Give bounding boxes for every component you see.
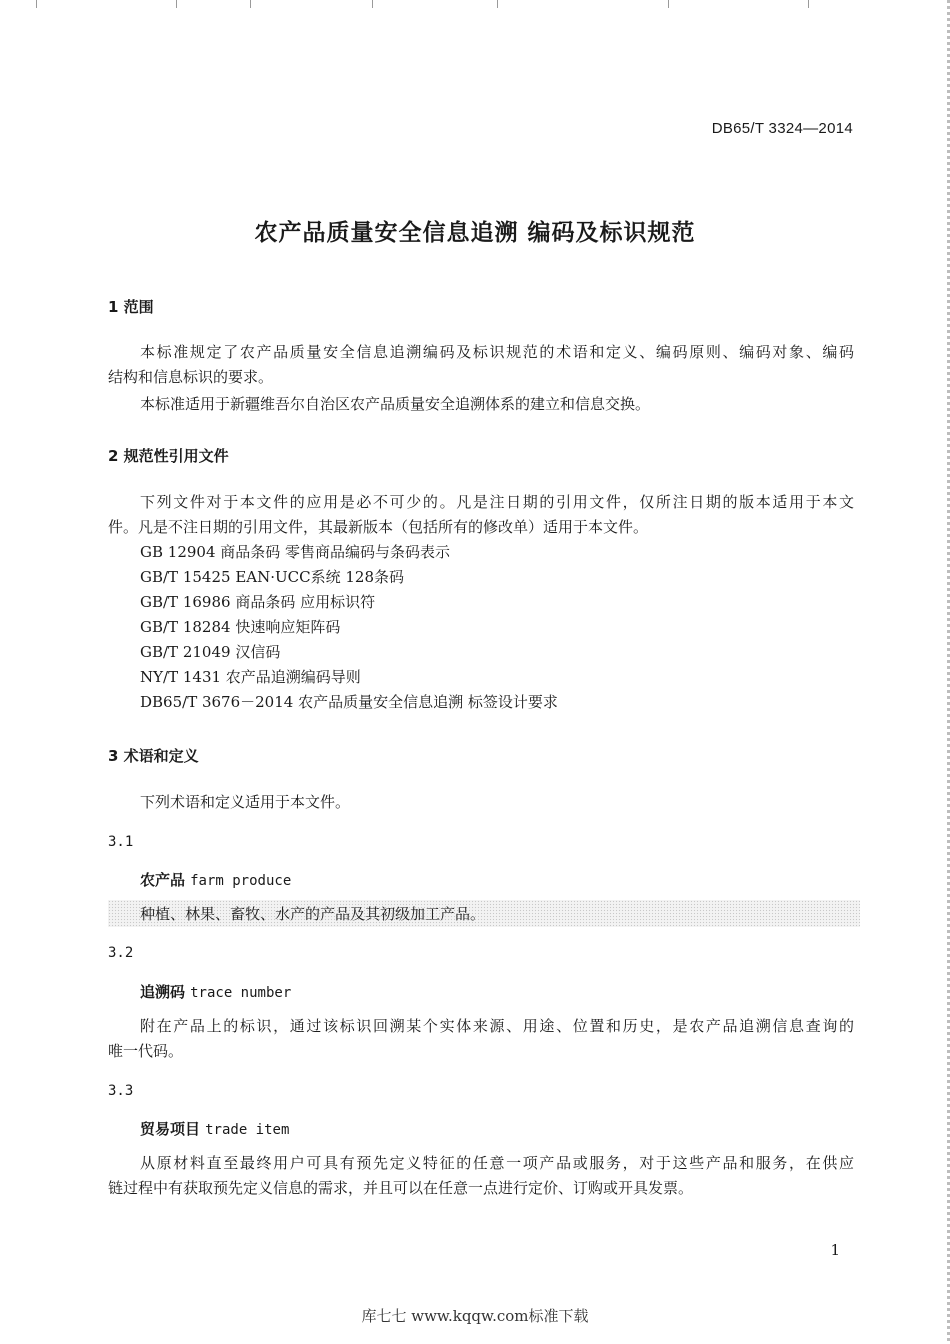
scan-mark [36,0,37,8]
term-zh: 农产品 [140,871,186,889]
reference-item: GB/T 21049 汉信码 [140,643,281,661]
term-number: 3.1 [108,834,134,850]
scan-mark [176,0,177,8]
term-en: trade item [205,1122,290,1138]
paragraph: 本标准规定了农产品质量安全信息追溯编码及标识规范的术语和定义、编码原则、编码对象、编码 [140,343,854,361]
paragraph: 件。凡是不注日期的引用文件，其最新版本（包括所有的修改单）适用于本文件。 [108,518,649,536]
page-title: 农产品质量安全信息追溯 编码及标识规范 [254,220,696,246]
section-heading: 3 术语和定义 [108,747,199,765]
term-en: trace number [190,985,292,1001]
site-footer: 库七七 www.kqqw.com标准下载 [361,1307,589,1325]
term-title [140,869,291,890]
paragraph: 本标准适用于新疆维吾尔自治区农产品质量安全追溯体系的建立和信息交换。 [140,395,651,413]
term-definition: 附在产品上的标识，通过该标识回溯某个实体来源、用途、位置和历史，是农产品追溯信息查询的 [140,1017,854,1035]
scan-mark [668,0,669,8]
scan-mark [250,0,251,8]
page-number: 1 [830,1241,840,1259]
term-definition: 种植、林果、畜牧、水产的产品及其初级加工产品。 [140,905,486,923]
term-number: 3.2 [108,945,134,961]
term-definition: 从原材料直至最终用户可具有预先定义特征的任意一项产品或服务，对于这些产品和服务，在供应 [140,1154,854,1172]
reference-item: GB/T 15425 EAN·UCC系统 128条码 [140,568,404,586]
paragraph: 下列文件对于本文件的应用是必不可少的。凡是注日期的引用文件，仅所注日期的版本适用于本文 [140,493,854,511]
doc-code: DB65/T 3324—2014 [711,120,853,137]
reference-item: GB 12904 商品条码 零售商品编码与条码表示 [140,543,451,561]
paragraph: 结构和信息标识的要求。 [108,368,274,386]
reference-item: NY/T 1431 农产品追溯编码导则 [140,668,361,686]
paragraph: 下列术语和定义适用于本文件。 [140,793,351,811]
term-en: farm produce [190,873,292,889]
scan-mark [372,0,373,8]
term-title [140,981,291,1002]
reference-item: GB/T 18284 快速响应矩阵码 [140,618,341,636]
term-zh: 追溯码 [140,983,186,1001]
section-heading: 2 规范性引用文件 [108,447,229,465]
term-definition: 唯一代码。 [108,1042,184,1060]
reference-item: DB65/T 3676－2014 农产品质量安全信息追溯 标签设计要求 [140,693,558,711]
reference-item: GB/T 16986 商品条码 应用标识符 [140,593,376,611]
term-definition: 链过程中有获取预先定义信息的需求，并且可以在任意一点进行定价、订购或开具发票。 [108,1179,694,1197]
scan-mark [808,0,809,8]
term-number: 3.3 [108,1083,134,1099]
section-heading: 1 范围 [108,298,154,316]
scan-mark [497,0,498,8]
term-title [140,1118,289,1139]
term-zh: 贸易项目 [140,1120,201,1138]
